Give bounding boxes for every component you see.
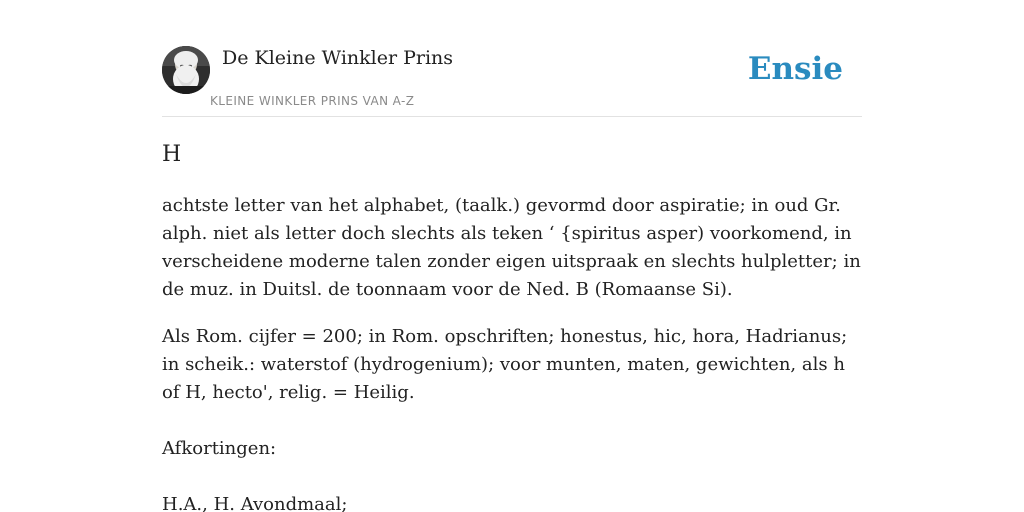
ensie-logo[interactable]: Ensie bbox=[747, 51, 843, 87]
book-subtitle[interactable]: KLEINE WINKLER PRINS VAN A-Z bbox=[210, 94, 415, 108]
bearded-man-portrait-icon bbox=[162, 46, 210, 94]
site-header bbox=[162, 0, 862, 117]
entry-paragraph: achtste letter van het alphabet, (taalk.) gevormd door aspiratie; in oud Gr. alph. niet als letter doch slechts als teken ‘ {spiritus asper) voorkomend, in verscheidene moderne talen zonder eigen uitspraak en slechts hulpletter; in de muz. in Duitsl. de toonnaam voor de Ned. B (Romaanse Si). bbox=[162, 195, 861, 300]
entry-paragraph: Als Rom. cijfer = 200; in Rom. opschriften; honestus, hic, hora, Hadrianus; in scheik.: waterstof (hydrogenium); voor munten, maten, gewichten, als h of H, hecto', relig. = Heilig. bbox=[162, 326, 848, 403]
entry-paragraph: H.A., H. Avondmaal; bbox=[162, 494, 348, 512]
entry-content bbox=[162, 140, 862, 512]
entry-title: H bbox=[162, 142, 182, 167]
book-title[interactable]: De Kleine Winkler Prins bbox=[222, 47, 454, 69]
avatar[interactable] bbox=[162, 46, 210, 94]
entry-paragraph: Afkortingen: bbox=[162, 438, 277, 459]
